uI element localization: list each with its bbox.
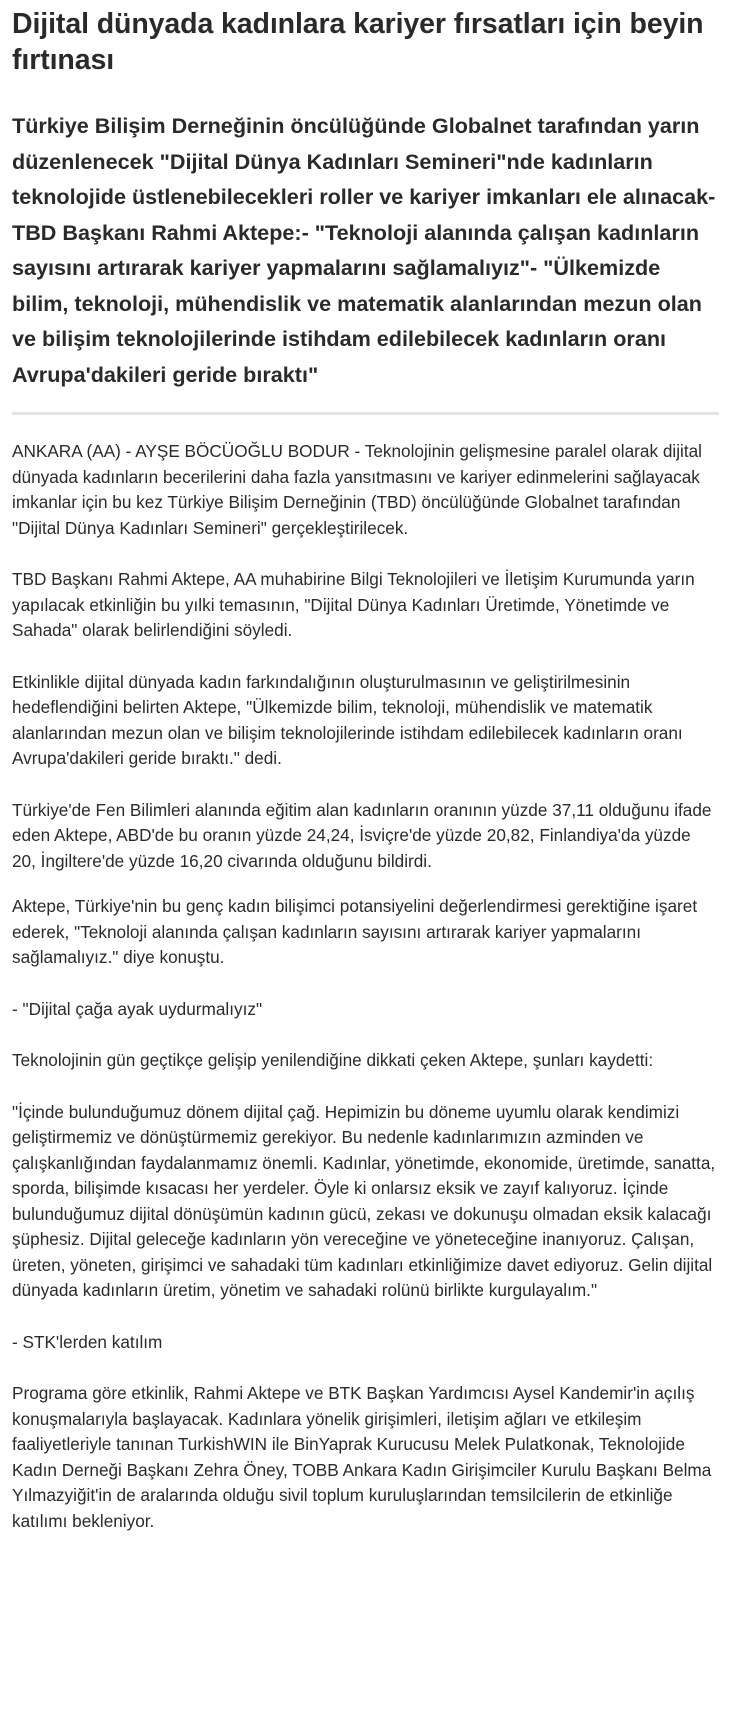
subheading: - STK'lerden katılım xyxy=(12,1331,163,1352)
article-headline: Dijital dünyada kadınlara kariyer fırsatları için beyin fırtınası xyxy=(12,8,704,76)
body-paragraph: ANKARA (AA) - AYŞE BÖCÜOĞLU BODUR - Teknolojinin gelişmesine paralel olarak dijital dünyada kadınların becerilerini daha fazla yansıtmasını ve kariyer edinmelerini sağlayacak imkanlar için bu kez Türkiye Bilişim Derneğinin (TBD) öncülüğünde Globalnet tarafından "Dijital Dünya Kadınları Semineri" gerçekleştirilecek. xyxy=(12,441,702,538)
body-paragraph: Programa göre etkinlik, Rahmi Aktepe ve BTK Başkan Yardımcısı Aysel Kandemir'in açılış konuşmalarıyla başlayacak. Kadınlara yönelik girişimleri, iletişim ağları ve etkileşim faaliyetleriyle tanınan TurkishWIN ile BinYaprak Kurucusu Melek Pulatkonak, Teknolojide Kadın Derneği Başkanı Zehra Öney, TOBB Ankara Kadın Girişimciler Kurulu Başkanı Belma Yılmazyiğit'in de aralarında olduğu sivil toplum kuruluşlarından temsilcilerin de etkinliğe katılımı bekleniyor. xyxy=(12,1383,712,1531)
article-body xyxy=(12,439,719,1534)
article-spot: Türkiye Bilişim Derneğinin öncülüğünde Globalnet tarafından yarın düzenlenecek "Dijital Dünya Kadınları Semineri"nde kadınların teknolojide üstlenebilecekleri roller ve kariyer imkanları ele alınacak- TBD Başkanı Rahmi Aktepe:- "Teknoloji alanında çalışan kadınların sayısını artırarak kariyer yapmalarını sağlamalıyız"- "Ülkemizde bilim, teknoloji, mühendislik ve matematik alanlarından mezun olan ve bilişim teknolojilerinde istihdam edilebilecek kadınların oranı Avrupa'dakileri geride bıraktı" xyxy=(12,113,716,387)
divider xyxy=(12,412,719,415)
body-paragraph: TBD Başkanı Rahmi Aktepe, AA muhabirine Bilgi Teknolojileri ve İletişim Kurumunda yarın yapılacak etkinliğin bu yılki temasının, "Dijital Dünya Kadınları Üretimde, Yönetimde ve Sahada" olarak belirlendiğini söyledi. xyxy=(12,569,695,640)
subheading: - "Dijital çağa ayak uydurmalıyız" xyxy=(12,998,263,1019)
body-paragraph: Teknolojinin gün geçtikçe gelişip yenilendiğine dikkati çeken Aktepe, şunları kaydetti: xyxy=(12,1050,654,1070)
body-paragraph: Etkinlikle dijital dünyada kadın farkındalığının oluşturulmasının ve geliştirilmesinin hedeflendiğini belirten Aktepe, "Ülkemizde bilim, teknoloji, mühendislik ve matematik alanlarından mezun olan ve bilişim teknolojilerinde istihdam edilebilecek kadınların oranı Avrupa'dakileri geride bıraktı." dedi. xyxy=(12,671,683,768)
body-paragraph: Aktepe, Türkiye'nin bu genç kadın bilişimci potansiyelini değerlendirmesi gerektiğine işaret ederek, "Teknoloji alanında çalışan kadınların sayısını artırarak kariyer yapmalarını sağlamalıyız." diye konuştu. xyxy=(12,896,698,967)
body-paragraph: Türkiye'de Fen Bilimleri alanında eğitim alan kadınların oranının yüzde 37,11 olduğunu ifade eden Aktepe, ABD'de bu oranın yüzde 24,24, İsviçre'de yüzde 20,82, Finlandiya'da yüzde 20, İngiltere'de yüzde 16,20 civarında olduğunu bildirdi. xyxy=(12,799,712,871)
quote-paragraph: "İçinde bulunduğumuz dönem dijital çağ. Hepimizin bu döneme uyumlu olarak kendimizi geliştirmemiz ve dönüştürmemiz gerekiyor. Bu nedenle kadınlarımızın azminden ve çalışkanlığından faydalanmamız önemli. Kadınlar, yönetimde, ekonomide, üretimde, sanatta, sporda, bilişimde kısacası her yerdeler. Öyle ki onlarsız eksik ve zayıf kalıyoruz. İçinde bulunduğumuz dijital dönüşümün kadının gücü, zekası ve dokunuşu olmadan eksik kalacağı şüphesiz. Dijital geleceğe kadınların yön vereceğine ve yöneteceğine inanıyoruz. Çalışan, üreten, yöneten, girişimci ve sahadaki tüm kadınları etkinliğimize davet ediyoruz. Gelin dijital dünyada kadınların üretim, yönetim ve sahadaki rolünü birlikte kurgulayalım." xyxy=(12,1101,716,1300)
